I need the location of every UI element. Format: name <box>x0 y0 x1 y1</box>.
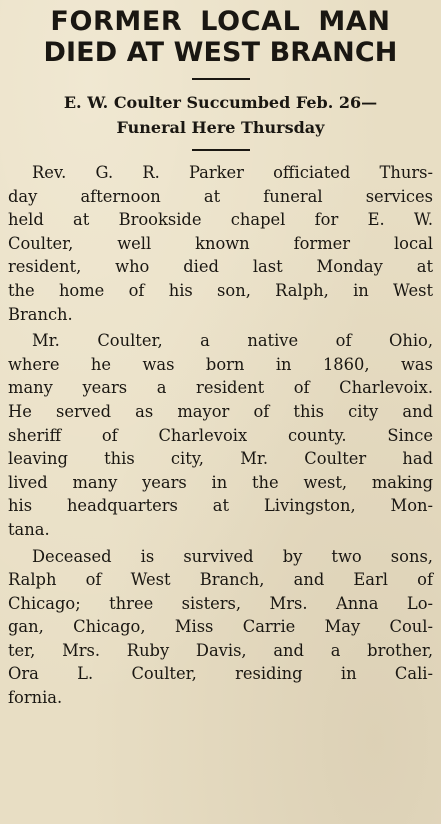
paragraph-line: lived many years in the west, making <box>8 472 433 492</box>
paragraph-line: many years a resident of Charlevoix. <box>8 378 433 398</box>
article-body <box>8 161 433 710</box>
paragraph-line: Rev. G. R. Parker officiated Thurs- <box>32 163 433 182</box>
article-paragraph <box>8 545 433 710</box>
article-paragraph <box>8 161 433 326</box>
paragraph-line: gan, Chicago, Miss Carrie May Coul- <box>8 617 433 637</box>
paragraph-line: day afternoon at funeral services <box>8 186 433 206</box>
paragraph-line: sheriff of Charlevoix county. Since <box>8 425 433 445</box>
paragraph-line: resident, who died last Monday at <box>8 257 433 277</box>
paragraph-line: Chicago; three sisters, Mrs. Anna Lo- <box>8 593 433 613</box>
subheadline <box>8 90 433 140</box>
subheadline-line: Funeral Here Thursday <box>116 118 325 137</box>
paragraph-line: leaving this city, Mr. Coulter had <box>8 449 433 469</box>
headline-line: FORMER LOCAL MAN <box>50 6 391 37</box>
paragraph-line: held at Brookside chapel for E. W. <box>8 210 433 230</box>
subhead-divider <box>192 149 250 151</box>
paragraph-line: Ora L. Coulter, residing in Cali- <box>8 664 433 684</box>
headline-divider <box>192 78 250 80</box>
headline <box>8 6 433 68</box>
paragraph-line: Ralph of West Branch, and Earl of <box>8 570 433 590</box>
paragraph-line: Branch. <box>8 304 73 324</box>
article-paragraph <box>8 329 433 541</box>
paragraph-line: Mr. Coulter, a native of Ohio, <box>32 331 433 351</box>
paragraph-line: Coulter, well known former local <box>8 233 433 253</box>
paragraph-line: the home of his son, Ralph, in West <box>8 280 433 300</box>
headline-line: DIED AT WEST BRANCH <box>43 37 398 68</box>
paragraph-line: Deceased is survived by two sons, <box>32 546 433 566</box>
paragraph-line: ter, Mrs. Ruby Davis, and a brother, <box>8 640 433 660</box>
paragraph-line: He served as mayor of this city and <box>8 401 433 421</box>
subheadline-line: E. W. Coulter Succumbed Feb. 26— <box>63 93 378 112</box>
paragraph-line: fornia. <box>8 688 63 708</box>
paragraph-line: tana. <box>8 519 50 539</box>
paragraph-line: his headquarters at Livingston, Mon- <box>8 496 433 516</box>
paragraph-line: where he was born in 1860, was <box>8 354 433 374</box>
